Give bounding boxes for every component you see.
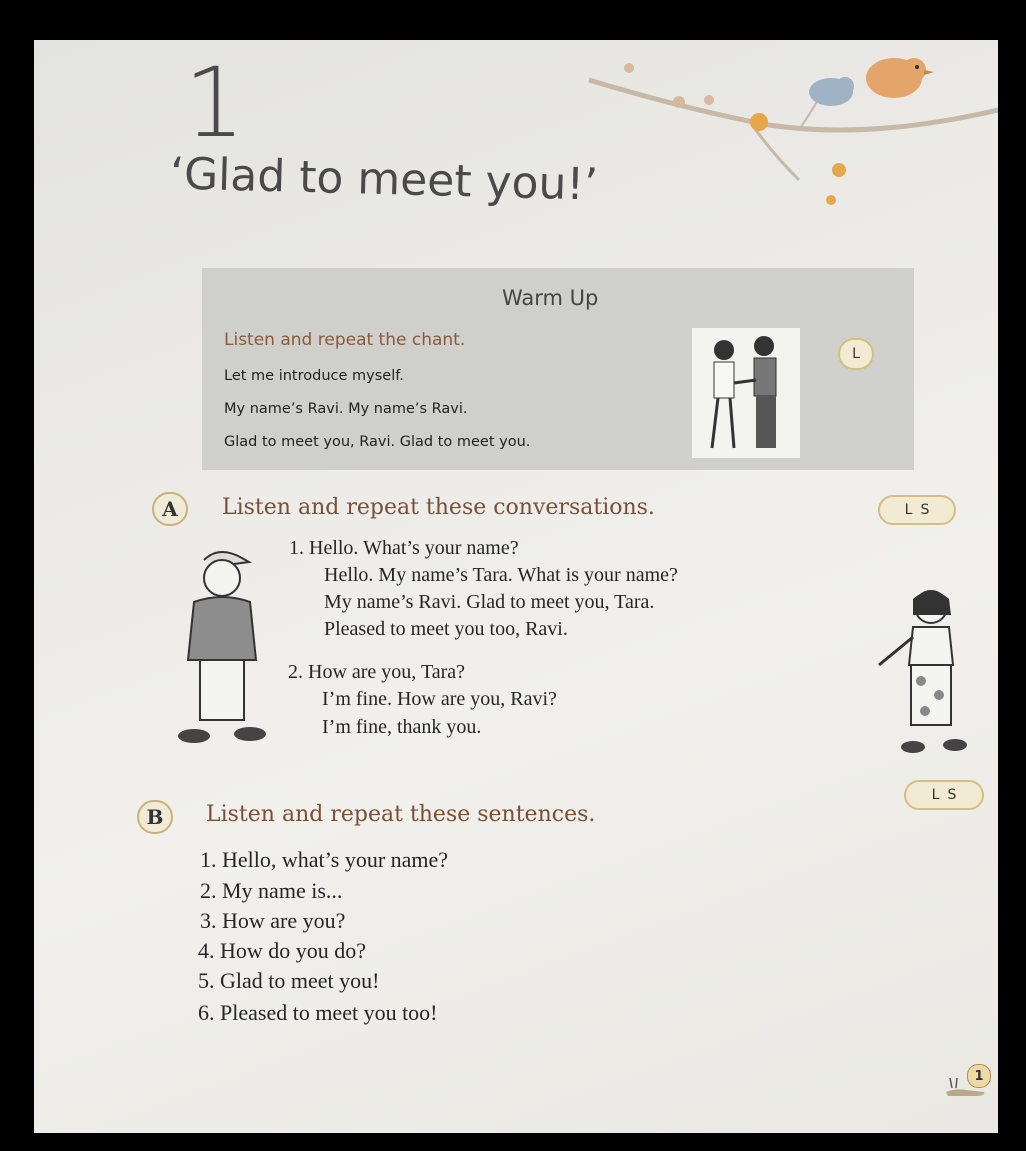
speak-label: S [920, 502, 930, 518]
sentence-item: 2. My name is... [200, 878, 343, 903]
sentence-item: 4. How do you do? [198, 938, 367, 963]
section-b-heading: Listen and repeat these sentences. [206, 802, 596, 827]
listen-badge: L [838, 338, 874, 370]
textbook-page [34, 40, 998, 1133]
conversation-line: Pleased to meet you too, Ravi. [324, 618, 568, 640]
conversation-line: I’m fine. How are you, Ravi? [322, 688, 557, 710]
speak-label: S [947, 787, 957, 803]
section-a-marker: A [152, 492, 188, 526]
sentence-item: 1. Hello, what’s your name? [200, 847, 449, 872]
sentence-item: 6. Pleased to meet you too! [198, 1000, 438, 1025]
conversation-line: 2. How are you, Tara? [288, 661, 466, 683]
listen-label: L [931, 787, 940, 803]
warm-up-title: Warm Up [502, 286, 599, 310]
chant-line: My name’s Ravi. My name’s Ravi. [224, 401, 468, 417]
conversation-line: Hello. My name’s Tara. What is your name? [324, 564, 678, 586]
warm-up-box [202, 268, 914, 470]
chapter-number: 1 [184, 47, 244, 159]
conversation-line: My name’s Ravi. Glad to meet you, Tara. [324, 591, 655, 613]
listen-speak-badge [904, 780, 984, 810]
listen-speak-badge [878, 495, 956, 525]
conversation-line: I’m fine, thank you. [322, 716, 482, 738]
chapter-title: ‘Glad to meet you!’ [169, 148, 599, 211]
section-b-marker: B [137, 800, 173, 834]
birds-on-branch-illustration [569, 40, 998, 220]
chant-line: Let me introduce myself. [224, 368, 404, 384]
warm-up-instruction: Listen and repeat the chant. [224, 330, 466, 350]
girl-illustration [869, 585, 979, 765]
chant-line: Glad to meet you, Ravi. Glad to meet you. [224, 434, 531, 450]
handshake-illustration [692, 328, 800, 458]
boy-illustration [164, 540, 274, 750]
page-number: 1 [967, 1064, 991, 1088]
sentence-item: 3. How are you? [200, 908, 346, 933]
sentence-item: 5. Glad to meet you! [198, 968, 380, 993]
listen-label: L [904, 502, 913, 518]
conversation-line: 1. Hello. What’s your name? [289, 537, 519, 559]
section-a-heading: Listen and repeat these conversations. [222, 495, 655, 520]
